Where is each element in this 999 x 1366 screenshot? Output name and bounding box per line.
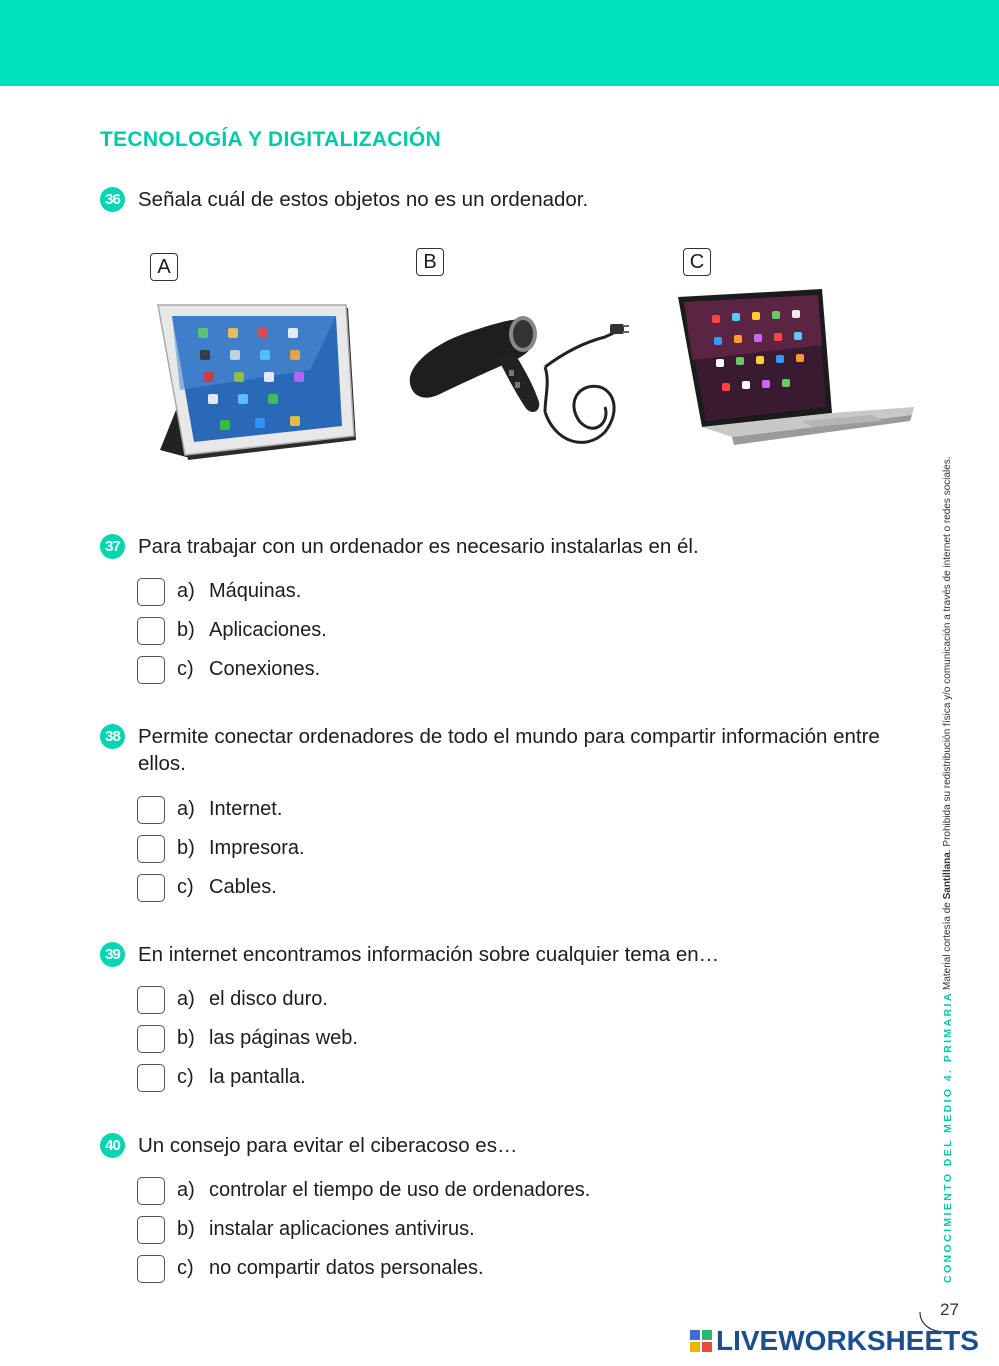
sidebar-book-title: CONOCIMIENTO DEL MEDIO 4. PRIMARIA: [942, 991, 954, 1283]
option-c[interactable]: [137, 656, 837, 686]
legal-suffix: . Prohibida su redistribución física y/o comunicación a través de internet o redes sociales.: [942, 456, 953, 853]
legal-brand: Santillana: [942, 852, 953, 900]
question-number-badge: 39: [100, 942, 125, 967]
option-b[interactable]: [137, 617, 837, 647]
option-letter: a): [177, 580, 195, 602]
checkbox[interactable]: [137, 1064, 165, 1092]
option-b[interactable]: [137, 1025, 837, 1055]
legal-prefix: Material cortesía de: [942, 899, 953, 990]
option-c[interactable]: [137, 874, 837, 904]
option-text: Máquinas.: [209, 580, 302, 602]
option-letter: a): [177, 798, 195, 820]
option-letter: c): [177, 876, 194, 898]
option-b[interactable]: [137, 835, 837, 865]
checkbox[interactable]: [137, 1216, 165, 1244]
section-title: TECNOLOGÍA Y DIGITALIZACIÓN: [100, 128, 441, 151]
question-stem: En internet encontramos información sobre cualquier tema en…: [138, 943, 720, 966]
option-letter: c): [177, 658, 194, 680]
option-text: Cables.: [209, 876, 277, 898]
page-number: 27: [940, 1300, 959, 1319]
image-label-c: C: [683, 248, 711, 276]
option-letter: b): [177, 1027, 195, 1049]
question-stem: Para trabajar con un ordenador es necesario instalarlas en él.: [138, 535, 699, 558]
option-text: controlar el tiempo de uso de ordenadores.: [209, 1179, 591, 1201]
liveworksheets-brand[interactable]: LIVEWORKSHEETS: [716, 1325, 979, 1356]
question-stem: Permite conectar ordenadores de todo el mundo para compartir información entre ellos.: [138, 725, 880, 775]
checkbox[interactable]: [137, 835, 165, 863]
option-letter: c): [177, 1066, 194, 1088]
option-letter: c): [177, 1257, 194, 1279]
option-letter: b): [177, 619, 195, 641]
option-a[interactable]: [137, 796, 837, 826]
option-a[interactable]: [137, 1177, 837, 1207]
option-text: Conexiones.: [209, 658, 321, 680]
option-text: Impresora.: [209, 837, 305, 859]
checkbox[interactable]: [137, 874, 165, 902]
option-letter: b): [177, 1218, 195, 1240]
option-text: Internet.: [209, 798, 283, 820]
checkbox[interactable]: [137, 796, 165, 824]
checkbox[interactable]: [137, 986, 165, 1014]
question-number-badge: 36: [100, 187, 125, 212]
image-label-b: B: [416, 248, 444, 276]
option-a[interactable]: [137, 578, 837, 608]
option-text: Aplicaciones.: [209, 619, 327, 641]
question-stem: Señala cuál de estos objetos no es un ordenador.: [138, 188, 589, 211]
option-b[interactable]: [137, 1216, 837, 1246]
checkbox[interactable]: [137, 656, 165, 684]
checkbox[interactable]: [137, 1025, 165, 1053]
checkbox[interactable]: [137, 1177, 165, 1205]
liveworksheets-logo-icon: [690, 1326, 714, 1358]
laptop-icon[interactable]: [672, 285, 916, 460]
option-text: no compartir datos personales.: [209, 1257, 484, 1279]
option-a[interactable]: [137, 986, 837, 1016]
tablet-icon[interactable]: [150, 300, 362, 470]
option-letter: b): [177, 837, 195, 859]
option-letter: a): [177, 988, 195, 1010]
option-c[interactable]: [137, 1255, 837, 1285]
option-c[interactable]: [137, 1064, 837, 1094]
header-band: [0, 0, 999, 86]
question-number-badge: 40: [100, 1133, 125, 1158]
checkbox[interactable]: [137, 617, 165, 645]
question-number-badge: 38: [100, 724, 125, 749]
option-text: la pantalla.: [209, 1066, 306, 1088]
image-label-a: A: [150, 253, 178, 281]
question-stem: Un consejo para evitar el ciberacoso es…: [138, 1134, 518, 1157]
option-text: las páginas web.: [209, 1027, 358, 1049]
option-text: instalar aplicaciones antivirus.: [209, 1218, 475, 1240]
hair-dryer-icon[interactable]: [405, 312, 630, 462]
option-letter: a): [177, 1179, 195, 1201]
question-number-badge: 37: [100, 534, 125, 559]
option-text: el disco duro.: [209, 988, 328, 1010]
checkbox[interactable]: [137, 1255, 165, 1283]
checkbox[interactable]: [137, 578, 165, 606]
sidebar-legal-notice: [942, 456, 953, 990]
